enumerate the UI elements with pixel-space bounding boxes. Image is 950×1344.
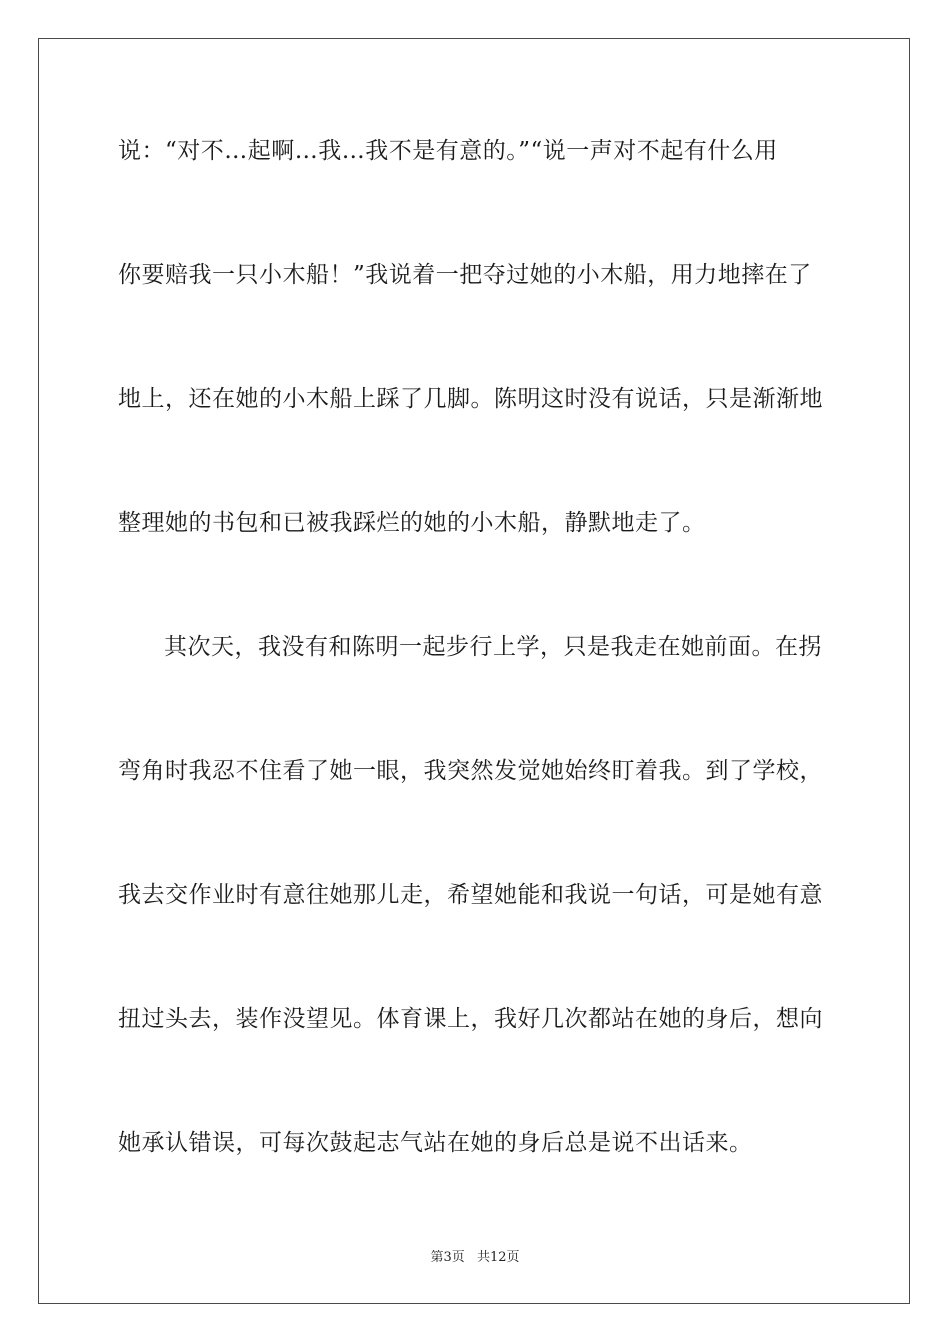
paragraph-line: 地上，还在她的小木船上踩了几脚。陈明这时没有说话，只是渐渐地 (118, 386, 823, 412)
page-footer (0, 1246, 950, 1265)
paragraph-line: 你要赔我一只小木船！”我说着一把夺过她的小木船，用力地摔在了 (118, 262, 812, 288)
page-border (38, 38, 910, 1304)
page-total: 共12页 (476, 1250, 520, 1265)
paragraph-line: 弯角时我忍不住看了她一眼，我突然发觉她始终盯着我。到了学校， (118, 758, 823, 784)
paragraph-line: 她承认错误，可每次鼓起志气站在她的身后总是说不出话来。 (118, 1130, 753, 1156)
paragraph-line: 我去交作业时有意往她那儿走，希望她能和我说一句话，可是她有意 (118, 882, 823, 908)
paragraph-line: 说：“对不…起啊…我…我不是有意的。”“说一声对不起有什么用 (118, 138, 778, 164)
paragraph-line: 扭过头去，装作没望见。体育课上，我好几次都站在她的身后，想向 (118, 1006, 823, 1032)
paragraph-line-indented: 其次天，我没有和陈明一起步行上学，只是我走在她前面。在拐 (164, 634, 822, 660)
page-number: 第3页 (430, 1250, 465, 1265)
paragraph-line: 整理她的书包和已被我踩烂的她的小木船，静默地走了。 (118, 510, 706, 536)
